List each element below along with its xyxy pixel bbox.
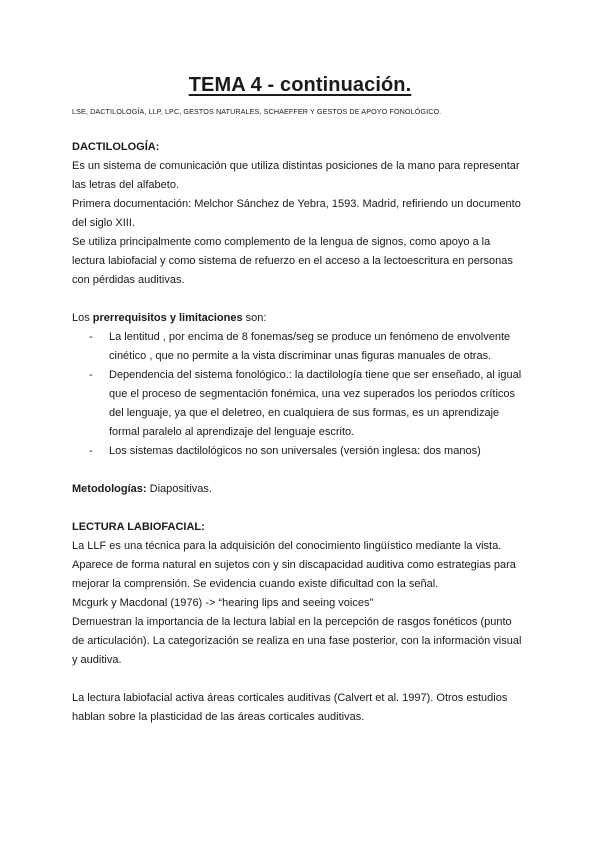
list-item [89,366,532,442]
spacer [72,290,532,309]
paragraph-line: y auditiva. [72,654,122,666]
paragraph-line: Primera documentación: Melchor Sánchez de Yebra, 1593. Madrid, refiriendo un documento [72,198,521,210]
page-subtitle: LSE, DACTILOLOGÍA, LLP, LPC, GESTOS NATURALES, SCHAEFFER Y GESTOS DE APOYO FONOLÓGICO. [72,107,442,116]
list-item-line: cinético , que no permite a la vista discriminar unas figuras manuales de otras. [109,350,492,362]
metodologias-value: Diapositivas. [146,483,212,495]
paragraph-line: Mcgurk y Macdonal (1976) -> “hearing lips and seeing voices” [72,597,374,609]
paragraph-line: lectura labiofacial y como sistema de refuerzo en el acceso a la lectoescritura en personas [72,255,513,267]
list-item-line: formal paralelo al aprendizaje del lenguaje escrito. [109,426,355,438]
paragraph-line: de articulación). La categorización se realiza en una fase posterior, con la información visual [72,635,522,647]
metodologias-line [72,480,532,499]
paragraph-line: Se utiliza principalmente como complemento de la lengua de signos, como apoyo a la [72,236,491,248]
document-body [72,138,532,727]
list-dash: - [89,331,93,343]
section-prerrequisitos [72,309,532,461]
prerrequisitos-intro [72,309,532,328]
list-dash: - [89,369,93,381]
spacer [72,461,532,480]
paragraph-line: La LLF es una técnica para la adquisición del conocimiento lingüístico mediante la vista. [72,540,502,552]
paragraph-line: las letras del alfabeto. [72,179,180,191]
paragraph-line: del siglo XIII. [72,217,135,229]
paragraph-line: hablan sobre la plasticidad de las áreas corticales auditivas. [72,711,365,723]
section-heading-dactilologia: DACTILOLOGÍA: [72,141,160,153]
list-item-line: La lentitud , por encima de 8 fonemas/seg se produce un fenómeno de envolvente [109,331,511,343]
paragraph-line: Es un sistema de comunicación que utiliza distintas posiciones de la mano para representar [72,160,520,172]
list-item-line: del lenguaje, ya que el deletreo, en cualquiera de sus formas, es un aprendizaje [109,407,500,419]
list-item-line: que el proceso de segmentación fonémica, una vez superados los periodos críticos [109,388,516,400]
list-item [89,328,532,366]
list-dash: - [89,445,93,457]
list-item-line: Dependencia del sistema fonológico.: la dactilología tiene que ser enseñado, al igual [109,369,522,381]
spacer [72,670,532,689]
list-item-line: Los sistemas dactilológicos no son universales (versión inglesa: dos manos) [109,445,481,457]
paragraph-line: La lectura labiofacial activa áreas corticales auditivas (Calvert et al. 1997). Otros estudios [72,692,508,704]
section-heading-lectura: LECTURA LABIOFACIAL: [72,521,205,533]
page-title: TEMA 4 - continuación. [188,74,412,96]
paragraph-line: mejorar la comprensión. Se evidencia cuando existe dificultad con la señal. [72,578,439,590]
paragraph-line: Aparece de forma natural en sujetos con y sin discapacidad auditiva como estrategias para [72,559,516,571]
section-dactilologia [72,138,532,290]
list-item [89,442,532,461]
paragraph-line: Demuestran la importancia de la lectura labial en la percepción de rasgos fonéticos (punto [72,616,512,628]
prerrequisitos-list [72,328,532,461]
intro-suffix: son: [242,312,267,324]
intro-bold: prerrequisitos y limitaciones [92,312,243,324]
intro-prefix: Los [72,312,93,324]
metodologias-label: Metodologías: [72,483,147,495]
section-lectura-labiofacial [72,518,532,727]
spacer [72,499,532,518]
paragraph-line: con pérdidas auditivas. [72,274,185,286]
